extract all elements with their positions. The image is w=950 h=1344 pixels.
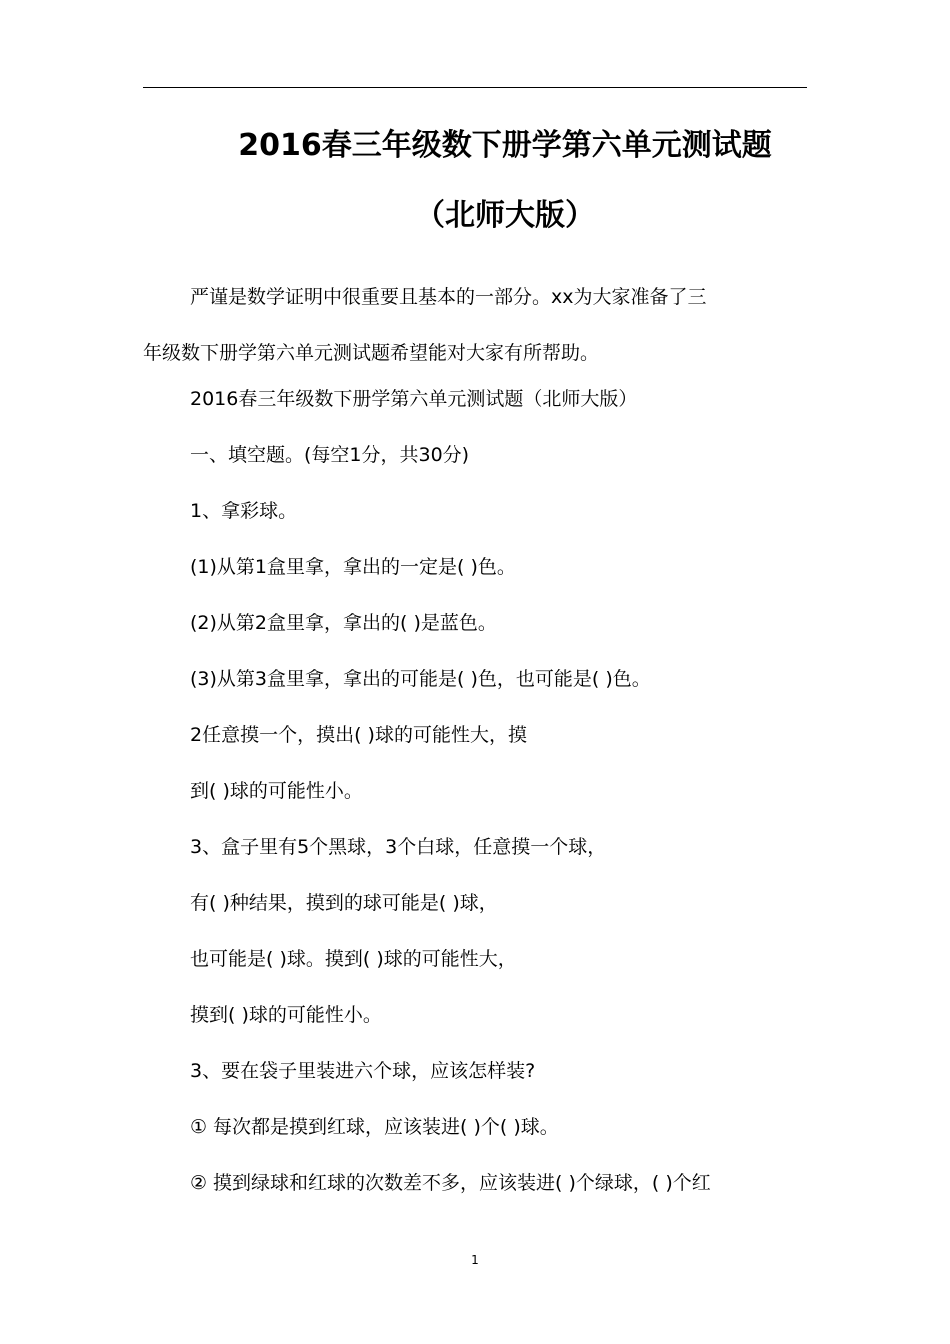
intro-paragraph-line-2: 年级数下册学第六单元测试题希望能对大家有所帮助。 xyxy=(143,342,600,364)
header-rule xyxy=(143,87,807,88)
question-2-line-1: 2任意摸一个，摸出( )球的可能性大，摸 xyxy=(190,724,527,746)
repeat-title: 2016春三年级数下册学第六单元测试题（北师大版） xyxy=(190,388,638,410)
question-3-line-1: 3、盒子里有5个黑球，3个白球，任意摸一个球， xyxy=(190,836,607,858)
circled-number-1: ① xyxy=(190,1116,208,1138)
question-4-part-1 xyxy=(190,1113,807,1141)
question-2-line-2: 到( )球的可能性小。 xyxy=(190,780,363,802)
question-3-line-3: 也可能是( )球。摸到( )球的可能性大， xyxy=(190,948,517,970)
intro-paragraph-line-1: 严谨是数学证明中很重要且基本的一部分。xx为大家准备了三 xyxy=(190,286,707,308)
question-3-line-4: 摸到( )球的可能性小。 xyxy=(190,1004,382,1026)
document-title: 2016春三年级数下册学第六单元测试题 xyxy=(238,128,772,163)
question-1-part-1: (1)从第1盒里拿，拿出的一定是( )色。 xyxy=(190,556,516,578)
document-subtitle: （北师大版） xyxy=(415,198,595,233)
question-4-part-1-text: 每次都是摸到红球，应该装进( )个( )球。 xyxy=(213,1116,559,1138)
circled-number-2: ② xyxy=(190,1172,208,1194)
page-number: 1 xyxy=(471,1253,479,1267)
question-4-part-2 xyxy=(190,1169,807,1197)
question-3-line-2: 有( )种结果，摸到的球可能是( )球， xyxy=(190,892,498,914)
question-1-part-2: (2)从第2盒里拿，拿出的( )是蓝色。 xyxy=(190,612,497,634)
question-4-part-2-text: 摸到绿球和红球的次数差不多，应该装进( )个绿球，( )个红 xyxy=(213,1172,711,1194)
section-heading: 一、填空题。(每空1分，共30分) xyxy=(190,444,470,466)
question-4: 3、要在袋子里装进六个球，应该怎样装? xyxy=(190,1060,536,1082)
question-1: 1、拿彩球。 xyxy=(190,500,298,522)
question-1-part-3: (3)从第3盒里拿，拿出的可能是( )色，也可能是( )色。 xyxy=(190,668,651,690)
